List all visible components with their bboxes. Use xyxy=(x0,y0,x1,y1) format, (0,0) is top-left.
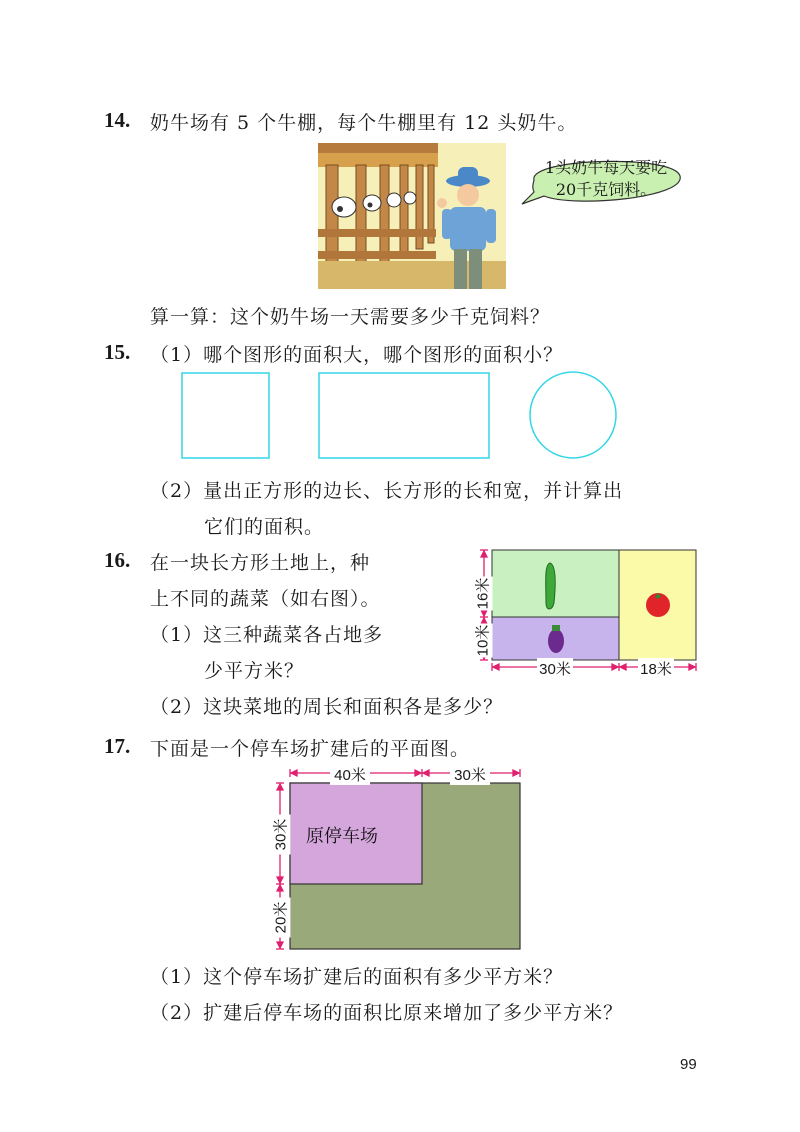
vegetable-field-diagram xyxy=(458,543,698,683)
dim-18-label: 18米 xyxy=(638,658,674,679)
q14-question: 算一算：这个奶牛场一天需要多少千克饲料？ xyxy=(150,306,551,328)
q17-text: 下面是一个停车场扩建后的平面图。 xyxy=(150,738,471,760)
cucumber-icon xyxy=(546,563,556,609)
dim-40-label: 40米 xyxy=(330,764,370,785)
rectangle-shape xyxy=(319,373,489,458)
dairy-farm-illustration xyxy=(318,143,506,289)
q16-part2: （2）这块菜地的周长和面积各是多少？ xyxy=(150,696,504,718)
q16-part1-line2: 少平方米？ xyxy=(204,660,305,682)
q14-number: 14. xyxy=(104,108,131,132)
q17-part1: （1）这个停车场扩建后的面积有多少平方米？ xyxy=(150,966,564,988)
q15-part2-line2: 它们的面积。 xyxy=(204,516,325,538)
dim-30-left-label: 30米 xyxy=(270,815,291,855)
dim-10-label: 10米 xyxy=(472,624,493,658)
q16-line2: 上不同的蔬菜（如右图）。 xyxy=(150,588,381,610)
bubble-line-2: 20千克饲料。 xyxy=(555,180,657,199)
eggplant-icon xyxy=(548,629,564,653)
speech-bubble xyxy=(514,148,690,212)
q15-part2-line1: （2）量出正方形的边长、长方形的长和宽，并计算出 xyxy=(150,480,624,502)
q17-number: 17. xyxy=(104,734,131,758)
page-number: 99 xyxy=(680,1056,697,1073)
original-lot-label: 原停车场 xyxy=(306,826,378,846)
q17-part2: （2）扩建后停车场的面积比原来增加了多少平方米？ xyxy=(150,1002,624,1024)
square-shape xyxy=(182,373,269,458)
bubble-line-1: 1头奶牛每天要吃 xyxy=(544,158,668,177)
q16-line1: 在一块长方形土地上，种 xyxy=(150,552,371,574)
dim-20-label: 20米 xyxy=(270,898,291,938)
q15-part1: （1）哪个图形的面积大，哪个图形的面积小？ xyxy=(150,344,564,366)
q14-text: 奶牛场有 5 个牛棚，每个牛棚里有 12 头奶牛。 xyxy=(150,112,578,134)
q16-part1-line1: （1）这三种蔬菜各占地多 xyxy=(150,624,384,646)
parking-lot-plan xyxy=(268,764,528,954)
dim-30-top-label: 30米 xyxy=(450,764,490,785)
dim-30-label: 30米 xyxy=(537,658,573,679)
dim-16-label: 16米 xyxy=(472,577,493,611)
q15-number: 15. xyxy=(104,340,131,364)
shapes-figure xyxy=(180,370,620,460)
q16-number: 16. xyxy=(104,548,131,572)
circle-shape xyxy=(530,372,616,458)
